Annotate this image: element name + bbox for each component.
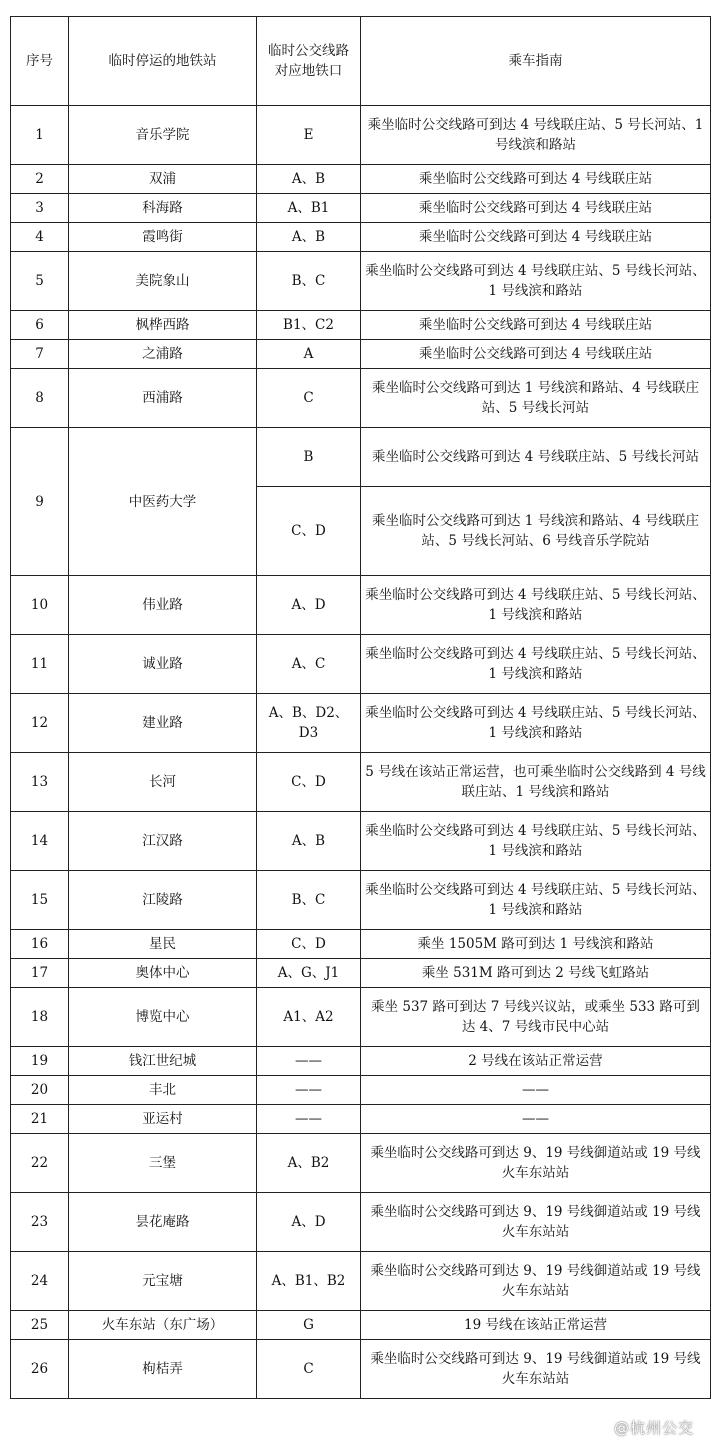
row-exit: A、D (257, 1193, 361, 1252)
row-exit: A、C (257, 635, 361, 694)
row-exit: B1、C2 (257, 311, 361, 340)
row-guide: 乘坐 537 路可到达 7 号线兴议站，或乘坐 533 路可到达 4、7 号线市民中心站 (361, 988, 711, 1047)
row-guide: 乘坐临时公交线路可到达 4 号线联庄站 (361, 340, 711, 369)
row-exit: C (257, 369, 361, 428)
row-no: 13 (11, 753, 69, 812)
row-guide: 乘坐临时公交线路可到达 4 号线联庄站 (361, 311, 711, 340)
row-station: 长河 (69, 753, 257, 812)
row-station: 昙花庵路 (69, 1193, 257, 1252)
header-station: 临时停运的地铁站 (69, 17, 257, 106)
row-no: 26 (11, 1340, 69, 1399)
row-exit: B、C (257, 871, 361, 930)
table-row (11, 1105, 711, 1134)
row-station: 钱江世纪城 (69, 1047, 257, 1076)
row-no: 16 (11, 930, 69, 959)
row-station: 音乐学院 (69, 106, 257, 165)
table-row (11, 871, 711, 930)
row-guide: 乘坐临时公交线路可到达 4 号线联庄站 (361, 223, 711, 252)
table-row (11, 194, 711, 223)
row-no: 10 (11, 576, 69, 635)
table-row (11, 988, 711, 1047)
row-no: 25 (11, 1311, 69, 1340)
row-guide: 乘坐临时公交线路可到达 4 号线联庄站、5 号线长河站、1 号线滨和路站 (361, 635, 711, 694)
table-row (11, 1076, 711, 1105)
table-row (11, 311, 711, 340)
row-no: 9 (11, 428, 69, 576)
row-station: 霞鸣街 (69, 223, 257, 252)
row-station: 枸桔弄 (69, 1340, 257, 1399)
row-guide: 乘坐 1505M 路可到达 1 号线滨和路站 (361, 930, 711, 959)
table-row (11, 812, 711, 871)
row-guide: 乘坐临时公交线路可到达 4 号线联庄站、5 号线长河站、1 号线滨和路站 (361, 252, 711, 311)
row-no: 5 (11, 252, 69, 311)
row-station: 江陵路 (69, 871, 257, 930)
row-station: 博览中心 (69, 988, 257, 1047)
row-exit: A、B1、B2 (257, 1252, 361, 1311)
row-exit: C、D (257, 487, 361, 576)
row-exit: A、B (257, 812, 361, 871)
row-guide: 乘坐临时公交线路可到达 4 号线联庄站、5 号线长河站、1 号线滨和路站 (361, 812, 711, 871)
row-guide: —— (361, 1105, 711, 1134)
row-no: 7 (11, 340, 69, 369)
row-station: 中医药大学 (69, 428, 257, 576)
table-row (11, 1047, 711, 1076)
table-row (11, 930, 711, 959)
row-no: 12 (11, 694, 69, 753)
row-exit: A、B2 (257, 1134, 361, 1193)
suspended-stations-table (10, 16, 711, 1399)
row-station: 亚运村 (69, 1105, 257, 1134)
row-exit: B、C (257, 252, 361, 311)
row-exit: C (257, 1340, 361, 1399)
row-guide: 乘坐临时公交线路可到达 9、19 号线御道站或 19 号线火车东站站 (361, 1340, 711, 1399)
table-row (11, 223, 711, 252)
row-no: 18 (11, 988, 69, 1047)
row-no: 24 (11, 1252, 69, 1311)
row-station: 西浦路 (69, 369, 257, 428)
row-no: 17 (11, 959, 69, 988)
row-station: 江汉路 (69, 812, 257, 871)
row-station: 双浦 (69, 165, 257, 194)
table-row (11, 753, 711, 812)
row-station: 科海路 (69, 194, 257, 223)
row-no: 19 (11, 1047, 69, 1076)
row-no: 21 (11, 1105, 69, 1134)
row-station: 枫桦西路 (69, 311, 257, 340)
row-guide: 乘坐临时公交线路可到达 4 号线联庄站、5 号线长河站、1 号线滨和路站 (361, 871, 711, 930)
row-exit: A、D (257, 576, 361, 635)
table-row (11, 428, 711, 487)
row-guide: 19 号线在该站正常运营 (361, 1311, 711, 1340)
row-exit: —— (257, 1076, 361, 1105)
row-no: 1 (11, 106, 69, 165)
row-station: 建业路 (69, 694, 257, 753)
row-no: 20 (11, 1076, 69, 1105)
row-guide: 乘坐临时公交线路可到达 4 号线联庄站 (361, 165, 711, 194)
row-station: 丰北 (69, 1076, 257, 1105)
row-guide: 乘坐临时公交线路可到达 1 号线滨和路站、4 号线联庄站、5 号线长河站、6 号线音乐学院站 (361, 487, 711, 576)
row-no: 22 (11, 1134, 69, 1193)
row-exit: C、D (257, 753, 361, 812)
row-exit: E (257, 106, 361, 165)
row-station: 之浦路 (69, 340, 257, 369)
table-row (11, 165, 711, 194)
table-row (11, 369, 711, 428)
row-exit: A1、A2 (257, 988, 361, 1047)
watermark-text: @杭州公交 (613, 1419, 694, 1437)
row-station: 奥体中心 (69, 959, 257, 988)
row-guide: 乘坐临时公交线路可到达 9、19 号线御道站或 19 号线火车东站站 (361, 1134, 711, 1193)
table-row (11, 694, 711, 753)
table-row (11, 340, 711, 369)
row-exit: A、G、J1 (257, 959, 361, 988)
row-guide: 乘坐临时公交线路可到达 4 号线联庄站、5 号线长河站 (361, 428, 711, 487)
header-exit: 临时公交线路对应地铁口 (257, 17, 361, 106)
row-exit: A、B (257, 165, 361, 194)
row-guide: 乘坐临时公交线路可到达 9、19 号线御道站或 19 号线火车东站站 (361, 1252, 711, 1311)
row-no: 2 (11, 165, 69, 194)
row-guide: 乘坐临时公交线路可到达 9、19 号线御道站或 19 号线火车东站站 (361, 1193, 711, 1252)
table-row (11, 106, 711, 165)
table-row (11, 576, 711, 635)
row-guide: 乘坐临时公交线路可到达 4 号线联庄站 (361, 194, 711, 223)
table-row (11, 635, 711, 694)
row-station: 诚业路 (69, 635, 257, 694)
row-no: 11 (11, 635, 69, 694)
row-exit: A、B、D2、D3 (257, 694, 361, 753)
table-row (11, 1134, 711, 1193)
row-guide: 乘坐临时公交线路可到达 4 号线联庄站、5 号线长河站、1 号线滨和路站 (361, 694, 711, 753)
table-row (11, 1252, 711, 1311)
row-no: 23 (11, 1193, 69, 1252)
row-exit: —— (257, 1105, 361, 1134)
row-no: 15 (11, 871, 69, 930)
table-row (11, 959, 711, 988)
row-guide: —— (361, 1076, 711, 1105)
row-exit: C、D (257, 930, 361, 959)
row-exit: —— (257, 1047, 361, 1076)
row-station: 元宝塘 (69, 1252, 257, 1311)
table-row (11, 1311, 711, 1340)
row-station: 伟业路 (69, 576, 257, 635)
table-row (11, 1193, 711, 1252)
table-row (11, 252, 711, 311)
row-guide: 乘坐临时公交线路可到达 1 号线滨和路站、4 号线联庄站、5 号线长河站 (361, 369, 711, 428)
row-guide: 5 号线在该站正常运营，也可乘坐临时公交线路到 4 号线联庄站、1 号线滨和路站 (361, 753, 711, 812)
row-station: 美院象山 (69, 252, 257, 311)
row-guide: 乘坐临时公交线路可到达 4 号线联庄站、5 号长河站、1 号线滨和路站 (361, 106, 711, 165)
row-no: 8 (11, 369, 69, 428)
table-header-row (11, 17, 711, 106)
row-exit: G (257, 1311, 361, 1340)
row-exit: A (257, 340, 361, 369)
row-station: 星民 (69, 930, 257, 959)
header-guide: 乘车指南 (361, 17, 711, 106)
row-no: 14 (11, 812, 69, 871)
row-exit: A、B1 (257, 194, 361, 223)
row-station: 火车东站（东广场） (69, 1311, 257, 1340)
row-no: 4 (11, 223, 69, 252)
row-exit: B (257, 428, 361, 487)
table-row (11, 1340, 711, 1399)
row-exit: A、B (257, 223, 361, 252)
header-no: 序号 (11, 17, 69, 106)
row-guide: 乘坐临时公交线路可到达 4 号线联庄站、5 号线长河站、1 号线滨和路站 (361, 576, 711, 635)
row-no: 6 (11, 311, 69, 340)
row-guide: 2 号线在该站正常运营 (361, 1047, 711, 1076)
row-guide: 乘坐 531M 路可到达 2 号线飞虹路站 (361, 959, 711, 988)
row-station: 三堡 (69, 1134, 257, 1193)
row-no: 3 (11, 194, 69, 223)
